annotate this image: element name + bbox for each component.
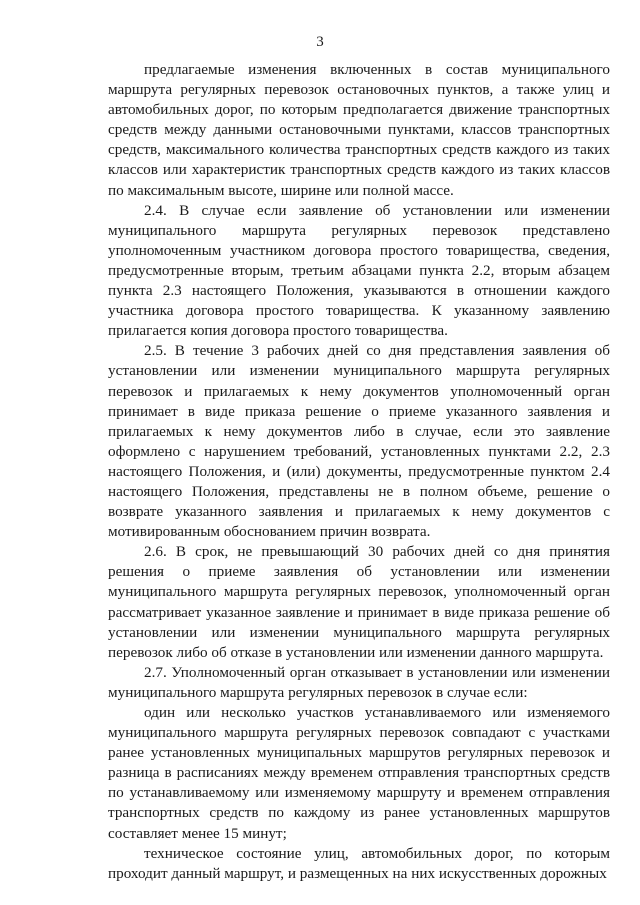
paragraph-reason-road-condition: техническое состояние улиц, автомобильных дорог, по которым проходит данный маршрут, и размещенных на них искусственных дорожных	[108, 844, 610, 882]
paragraph-2-6: 2.6. В срок, не превышающий 30 рабочих дней со дня принятия решения о приеме заявления об установлении или изменении муниципального маршрута регулярных перевозок, уполномоченный орган рассматривает указанное заявление и принимает в виде приказа решение об установлении или изменении муниципального маршрута регулярных перевозок либо об отказе в установлении или изменении данного маршрута.	[108, 543, 610, 661]
paragraph-2-5: 2.5. В течение 3 рабочих дней со дня представления заявления об установлении или изменении муниципального маршрута регулярных перевозок и прилагаемых к нему документов уполномоченный орган принимает в виде приказа решение о приеме указанного заявления и прилагаемых к нему документов либо в случае, если это заявление оформлено с нарушением требований, установленных пунктами 2.2, 2.3 настоящего Положения, и (или) документы, предусмотренные пунктом 2.4 настоящего Положения, представлены не в полном объеме, решение о возврате указанного заявления и прилагаемых к нему документов с мотивированным обоснованием причин возврата.	[108, 342, 610, 541]
paragraph-2-4: 2.4. В случае если заявление об установлении или изменении муниципального маршрута регулярных перевозок представлено уполномоченным участником договора простого товарищества, сведения, предусмотренные вторым, третьим абзацами пункта 2.2, вторым абзацем пункта 2.3 настоящего Положения, указываются в отношении каждого участника договора простого товарищества. К указанному заявлению прилагается копия договора простого товарищества.	[108, 201, 610, 340]
paragraph-continuation: предлагаемые изменения включенных в состав муниципального маршрута регулярных перевозок остановочных пунктов, а также улиц и автомобильных дорог, по которым предполагается движение транспортных средств между данными остановочными пунктами, классов транспортных средств, максимального количества транспортных средств каждого из таких классов или характеристик транспортных средств каждого из таких классов по максимальным высоте, ширине или полной массе.	[108, 61, 610, 199]
paragraph-reason-overlap: один или несколько участков устанавливаемого или изменяемого муниципального маршрута регулярных перевозок совпадают с участками ранее установленных муниципальных маршрутов регулярных перевозок и разница в расписаниях между временем отправления транспортных средств по устанавливаемому или изменяемому маршруту и временем отправления транспортных средств по каждому из ранее установленных маршрутов составляет менее 15 минут;	[108, 704, 610, 842]
paragraph-2-7: 2.7. Уполномоченный орган отказывает в установлении или изменении муниципального маршрута регулярных перевозок в случае если:	[108, 663, 610, 701]
page-number: 3	[316, 34, 324, 50]
document-body	[108, 60, 610, 884]
